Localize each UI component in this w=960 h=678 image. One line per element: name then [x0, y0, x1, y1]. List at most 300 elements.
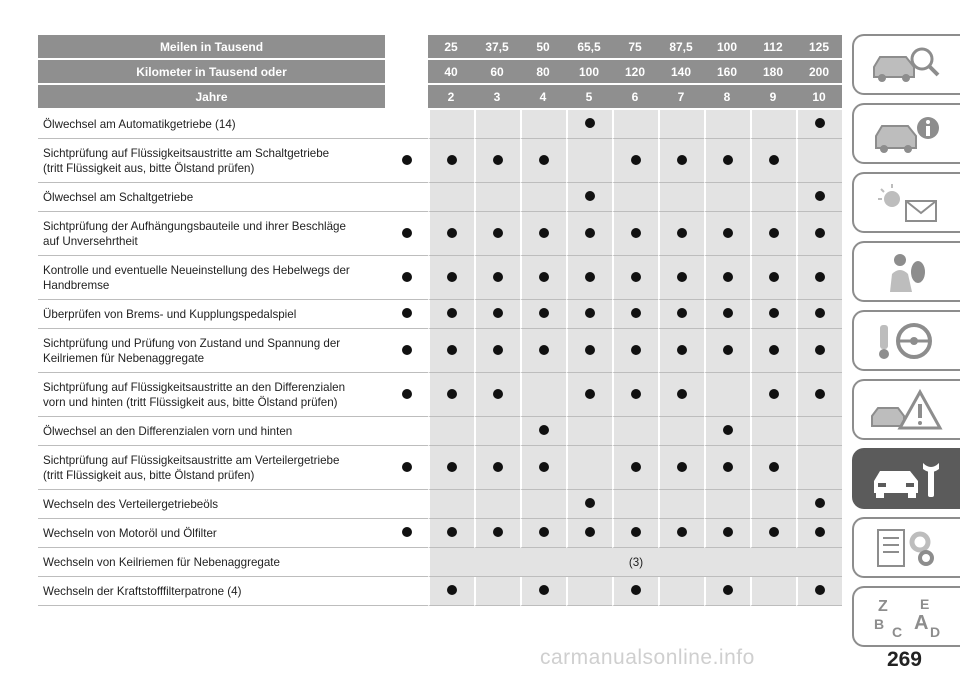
miles-header-cell: 125 [796, 35, 842, 60]
schedule-cell [658, 519, 704, 548]
service-dot-icon [539, 228, 549, 238]
service-dot-icon [585, 389, 595, 399]
car-info-icon [868, 112, 946, 156]
miles-header-cell: 12.5 [385, 35, 428, 60]
schedule-cell [474, 183, 520, 212]
schedule-cell [428, 329, 474, 373]
schedule-cell [520, 577, 566, 606]
schedule-cell [566, 329, 612, 373]
table-row [38, 373, 842, 417]
maintenance-schedule-table [38, 35, 842, 606]
years-header-cell: 1 [385, 85, 428, 110]
years-header-cell: 9 [750, 85, 796, 110]
row-description-line: Überprüfen von Brems- und Kupplungspedalspiel [43, 307, 297, 321]
schedule-cell [428, 110, 474, 139]
schedule-cell [612, 139, 658, 183]
tab-technical-data[interactable] [852, 517, 960, 578]
person-airbag-icon [868, 250, 946, 294]
tab-warning-lights[interactable] [852, 172, 960, 233]
miles-header-label: Meilen in Tausend [38, 35, 385, 60]
row-description-line: (tritt Flüssigkeit aus, bitte Ölstand prüfen) [43, 468, 255, 482]
page-number: 269 [886, 648, 922, 671]
schedule-cell [385, 139, 428, 183]
schedule-cell [612, 577, 658, 606]
schedule-cell [750, 329, 796, 373]
schedule-cell [750, 300, 796, 329]
service-dot-icon [815, 498, 825, 508]
service-dot-icon [447, 389, 457, 399]
chapter-tabs [852, 34, 960, 655]
row-description-line: Ölwechsel am Automatikgetriebe (14) [43, 117, 236, 131]
service-dot-icon [677, 155, 687, 165]
schedule-cell [566, 373, 612, 417]
schedule-body [38, 110, 842, 606]
service-dot-icon [631, 462, 641, 472]
miles-header-cell: 75 [612, 35, 658, 60]
tab-car-inspection[interactable] [852, 34, 960, 95]
service-dot-icon [402, 462, 412, 472]
row-description-line: Sichtprüfung der Aufhängungsbauteile und ihrer Beschläge [43, 219, 346, 233]
schedule-cell [566, 417, 612, 446]
row-description [38, 519, 385, 548]
service-dot-icon [631, 308, 641, 318]
years-header-cell: 7 [658, 85, 704, 110]
schedule-cell [612, 373, 658, 417]
schedule-cell [658, 256, 704, 300]
service-dot-icon [723, 425, 733, 435]
service-dot-icon [631, 389, 641, 399]
km-header-cell: 40 [428, 60, 474, 85]
schedule-cell [750, 256, 796, 300]
service-dot-icon [539, 272, 549, 282]
schedule-cell [612, 490, 658, 519]
service-dot-icon [585, 191, 595, 201]
schedule-cell [750, 417, 796, 446]
tab-car-info[interactable] [852, 103, 960, 164]
years-header-cell: 3 [474, 85, 520, 110]
years-header-cell: 10 [796, 85, 842, 110]
schedule-cell [658, 212, 704, 256]
km-header-cell: 120 [612, 60, 658, 85]
schedule-cell [612, 183, 658, 212]
table-row [38, 446, 842, 490]
index-letter: D [930, 623, 941, 639]
schedule-cell [704, 577, 750, 606]
schedule-cell [385, 329, 428, 373]
schedule-cell [704, 490, 750, 519]
service-dot-icon [723, 462, 733, 472]
schedule-cell [428, 139, 474, 183]
row-description-line: Ölwechsel an den Differenzialen vorn und hinten [43, 424, 293, 438]
schedule-cell [520, 139, 566, 183]
schedule-cell [658, 110, 704, 139]
schedule-cell [658, 139, 704, 183]
service-dot-icon [631, 585, 641, 595]
years-header-cell: 5 [566, 85, 612, 110]
schedule-cell [566, 139, 612, 183]
row-description-line: Wechseln des Verteilergetriebeöls [43, 497, 219, 511]
schedule-cell [704, 373, 750, 417]
schedule-cell [796, 577, 842, 606]
schedule-cell [658, 417, 704, 446]
tab-emergency[interactable] [852, 379, 960, 440]
service-dot-icon [631, 345, 641, 355]
service-dot-icon [447, 272, 457, 282]
schedule-cell [385, 373, 428, 417]
schedule-cell [612, 446, 658, 490]
service-dot-icon [769, 389, 779, 399]
schedule-cell [566, 212, 612, 256]
service-dot-icon [402, 155, 412, 165]
row-note: (3) [428, 548, 842, 577]
schedule-cell [796, 110, 842, 139]
service-dot-icon [493, 228, 503, 238]
service-dot-icon [585, 228, 595, 238]
schedule-cell [520, 212, 566, 256]
service-dot-icon [493, 272, 503, 282]
row-description-line: Sichtprüfung auf Flüssigkeitsaustritte an den Differenzialen [43, 380, 346, 394]
service-dot-icon [677, 272, 687, 282]
service-dot-icon [447, 155, 457, 165]
car-wrench-icon [868, 457, 946, 501]
schedule-cell [658, 183, 704, 212]
service-dot-icon [815, 191, 825, 201]
table-row [38, 548, 842, 577]
index-letter: A [914, 611, 929, 634]
service-dot-icon [402, 228, 412, 238]
row-description-line: Wechseln der Kraftstofffilterpatrone (4) [43, 584, 242, 598]
service-dot-icon [769, 308, 779, 318]
schedule-cell [658, 446, 704, 490]
schedule-cell [612, 256, 658, 300]
schedule-cell [520, 256, 566, 300]
schedule-cell [796, 417, 842, 446]
schedule-cell [520, 446, 566, 490]
years-header-label: Jahre [38, 85, 385, 110]
schedule-cell [428, 300, 474, 329]
miles-header-cell: 100 [704, 35, 750, 60]
service-dot-icon [539, 585, 549, 595]
row-description [38, 490, 385, 519]
service-dot-icon [723, 585, 733, 595]
schedule-cell [428, 519, 474, 548]
schedule-cell [428, 490, 474, 519]
service-dot-icon [769, 272, 779, 282]
service-dot-icon [677, 345, 687, 355]
row-description [38, 139, 385, 183]
row-description-line: Sichtprüfung auf Flüssigkeitsaustritte am Schaltgetriebe [43, 146, 330, 160]
service-dot-icon [769, 228, 779, 238]
service-dot-icon [585, 527, 595, 537]
schedule-cell [566, 183, 612, 212]
service-dot-icon [677, 462, 687, 472]
service-dot-icon [723, 345, 733, 355]
schedule-cell [474, 417, 520, 446]
service-dot-icon [447, 585, 457, 595]
schedule-cell [520, 373, 566, 417]
service-dot-icon [815, 585, 825, 595]
schedule-cell [474, 446, 520, 490]
schedule-cell [566, 446, 612, 490]
row-description-line: Kontrolle und eventuelle Neueinstellung des Hebelwegs der [43, 263, 350, 277]
schedule-cell [796, 373, 842, 417]
service-dot-icon [402, 527, 412, 537]
schedule-cell [474, 329, 520, 373]
schedule-cell [796, 300, 842, 329]
km-header-cell: 200 [796, 60, 842, 85]
schedule-cell [474, 577, 520, 606]
car-warning-triangle-icon [868, 388, 946, 432]
service-dot-icon [447, 462, 457, 472]
years-header-cell: 4 [520, 85, 566, 110]
row-description [38, 256, 385, 300]
schedule-cell [385, 256, 428, 300]
schedule-cell [566, 300, 612, 329]
schedule-cell [474, 490, 520, 519]
service-dot-icon [585, 118, 595, 128]
service-dot-icon [585, 345, 595, 355]
table-row [38, 490, 842, 519]
service-dot-icon [493, 345, 503, 355]
schedule-cell [796, 256, 842, 300]
schedule-cell [612, 300, 658, 329]
schedule-cell [566, 577, 612, 606]
schedule-cell [750, 519, 796, 548]
table-row [38, 183, 842, 212]
schedule-cell [658, 490, 704, 519]
schedule-cell [520, 110, 566, 139]
service-dot-icon [402, 389, 412, 399]
service-dot-icon [447, 345, 457, 355]
schedule-cell [750, 139, 796, 183]
row-description-line: Wechseln von Keilriemen für Nebenaggregate [43, 555, 280, 569]
schedule-cell [385, 183, 428, 212]
service-dot-icon [723, 155, 733, 165]
service-dot-icon [447, 527, 457, 537]
service-dot-icon [539, 425, 549, 435]
schedule-cell [428, 373, 474, 417]
km-header-cell: 100 [566, 60, 612, 85]
years-header-cell: 8 [704, 85, 750, 110]
row-description-line: Wechseln von Motoröl und Ölfilter [43, 526, 217, 540]
schedule-cell [796, 329, 842, 373]
schedule-cell [796, 519, 842, 548]
schedule-cell [474, 110, 520, 139]
tab-starting-driving[interactable] [852, 310, 960, 371]
schedule-cell [520, 183, 566, 212]
schedule-cell [428, 577, 474, 606]
miles-header-cell: 25 [428, 35, 474, 60]
row-description [38, 329, 385, 373]
row-description-line: Sichtprüfung und Prüfung von Zustand und Spannung der [43, 336, 341, 350]
schedule-cell [796, 446, 842, 490]
service-dot-icon [493, 308, 503, 318]
schedule-cell [704, 110, 750, 139]
km-header-cell: 180 [750, 60, 796, 85]
km-header-cell: 140 [658, 60, 704, 85]
schedule-cell [750, 373, 796, 417]
service-dot-icon [815, 527, 825, 537]
service-dot-icon [677, 389, 687, 399]
index-letter: Z [878, 597, 888, 615]
service-dot-icon [815, 345, 825, 355]
row-description-line: Sichtprüfung auf Flüssigkeitsaustritte am Verteilergetriebe [43, 453, 340, 467]
index-letter: B [874, 615, 885, 632]
service-dot-icon [723, 527, 733, 537]
schedule-cell [566, 256, 612, 300]
service-dot-icon [769, 155, 779, 165]
schedule-cell [658, 300, 704, 329]
row-description [38, 373, 385, 417]
empty-cell [385, 548, 428, 577]
schedule-cell [796, 183, 842, 212]
table-row [38, 329, 842, 373]
schedule-cell [474, 300, 520, 329]
schedule-cell [612, 110, 658, 139]
km-header-cell: 20 [385, 60, 428, 85]
schedule-cell [428, 183, 474, 212]
service-dot-icon [723, 308, 733, 318]
service-dot-icon [769, 345, 779, 355]
schedule-cell [428, 256, 474, 300]
schedule-cell [704, 329, 750, 373]
schedule-cell [385, 212, 428, 256]
row-description [38, 300, 385, 329]
schedule-cell [385, 110, 428, 139]
schedule-cell [796, 490, 842, 519]
schedule-cell [704, 300, 750, 329]
schedule-cell [566, 110, 612, 139]
schedule-cell [704, 417, 750, 446]
schedule-cell [566, 490, 612, 519]
tab-index[interactable] [852, 586, 960, 647]
service-dot-icon [815, 308, 825, 318]
row-description [38, 212, 385, 256]
service-dot-icon [815, 272, 825, 282]
schedule-cell [704, 183, 750, 212]
table-row [38, 577, 842, 606]
row-description-line: Keilriemen für Nebenaggregate [43, 351, 205, 365]
schedule-cell [750, 446, 796, 490]
service-dot-icon [539, 527, 549, 537]
key-steering-wheel-icon [868, 319, 946, 363]
service-dot-icon [539, 462, 549, 472]
schedule-cell [520, 417, 566, 446]
service-dot-icon [402, 308, 412, 318]
service-dot-icon [493, 389, 503, 399]
service-dot-icon [493, 527, 503, 537]
km-header-cell: 80 [520, 60, 566, 85]
schedule-cell [750, 577, 796, 606]
schedule-cell [750, 110, 796, 139]
schedule-cell [428, 417, 474, 446]
schedule-cell [474, 519, 520, 548]
schedule-cell [428, 212, 474, 256]
miles-header-cell: 65,5 [566, 35, 612, 60]
schedule-cell [704, 446, 750, 490]
schedule-cell [750, 183, 796, 212]
row-description [38, 577, 385, 606]
schedule-cell [704, 139, 750, 183]
km-header-label: Kilometer in Tausend oder [38, 60, 385, 85]
header-row-miles [38, 35, 842, 60]
service-dot-icon [539, 345, 549, 355]
service-dot-icon [815, 118, 825, 128]
service-dot-icon [815, 228, 825, 238]
service-dot-icon [539, 308, 549, 318]
service-dot-icon [585, 498, 595, 508]
header-row-km [38, 60, 842, 85]
tab-servicing-maintenance[interactable] [852, 448, 960, 509]
schedule-cell [704, 212, 750, 256]
km-header-cell: 160 [704, 60, 750, 85]
table-row [38, 110, 842, 139]
service-dot-icon [723, 228, 733, 238]
service-dot-icon [677, 308, 687, 318]
schedule-cell [474, 212, 520, 256]
table-row [38, 417, 842, 446]
service-dot-icon [585, 308, 595, 318]
schedule-cell [612, 212, 658, 256]
miles-header-cell: 87,5 [658, 35, 704, 60]
table-row [38, 139, 842, 183]
service-dot-icon [769, 462, 779, 472]
row-description [38, 446, 385, 490]
row-description [38, 110, 385, 139]
service-dot-icon [677, 527, 687, 537]
service-dot-icon [631, 228, 641, 238]
schedule-cell [704, 256, 750, 300]
schedule-cell [474, 139, 520, 183]
schedule-cell [428, 446, 474, 490]
alphabet-index-icon [868, 595, 946, 639]
schedule-cell [385, 300, 428, 329]
service-dot-icon [815, 389, 825, 399]
table-row [38, 212, 842, 256]
schedule-cell [385, 577, 428, 606]
service-dot-icon [447, 308, 457, 318]
row-description-line: auf Unversehrtheit [43, 234, 138, 248]
index-letter: E [920, 595, 930, 612]
schedule-cell [520, 300, 566, 329]
row-description [38, 417, 385, 446]
service-dot-icon [631, 527, 641, 537]
row-description-line: Ölwechsel am Schaltgetriebe [43, 190, 194, 204]
km-header-cell: 60 [474, 60, 520, 85]
schedule-cell [385, 417, 428, 446]
row-description-line: vorn und hinten (tritt Flüssigkeit aus, bitte Ölstand prüfen) [43, 395, 338, 409]
table-row [38, 300, 842, 329]
service-dot-icon [677, 228, 687, 238]
service-dot-icon [585, 272, 595, 282]
schedule-cell [520, 329, 566, 373]
tab-safety[interactable] [852, 241, 960, 302]
row-description-line: Handbremse [43, 278, 110, 292]
schedule-cell [474, 256, 520, 300]
service-dot-icon [402, 345, 412, 355]
schedule-cell [520, 490, 566, 519]
years-header-cell: 2 [428, 85, 474, 110]
car-magnifier-icon [868, 43, 946, 87]
service-dot-icon [631, 155, 641, 165]
schedule-cell [385, 446, 428, 490]
miles-header-cell: 50 [520, 35, 566, 60]
schedule-cell [658, 373, 704, 417]
schedule-cell [566, 519, 612, 548]
document-gears-icon [868, 526, 946, 570]
warning-light-envelope-icon [868, 181, 946, 225]
schedule-cell [658, 577, 704, 606]
